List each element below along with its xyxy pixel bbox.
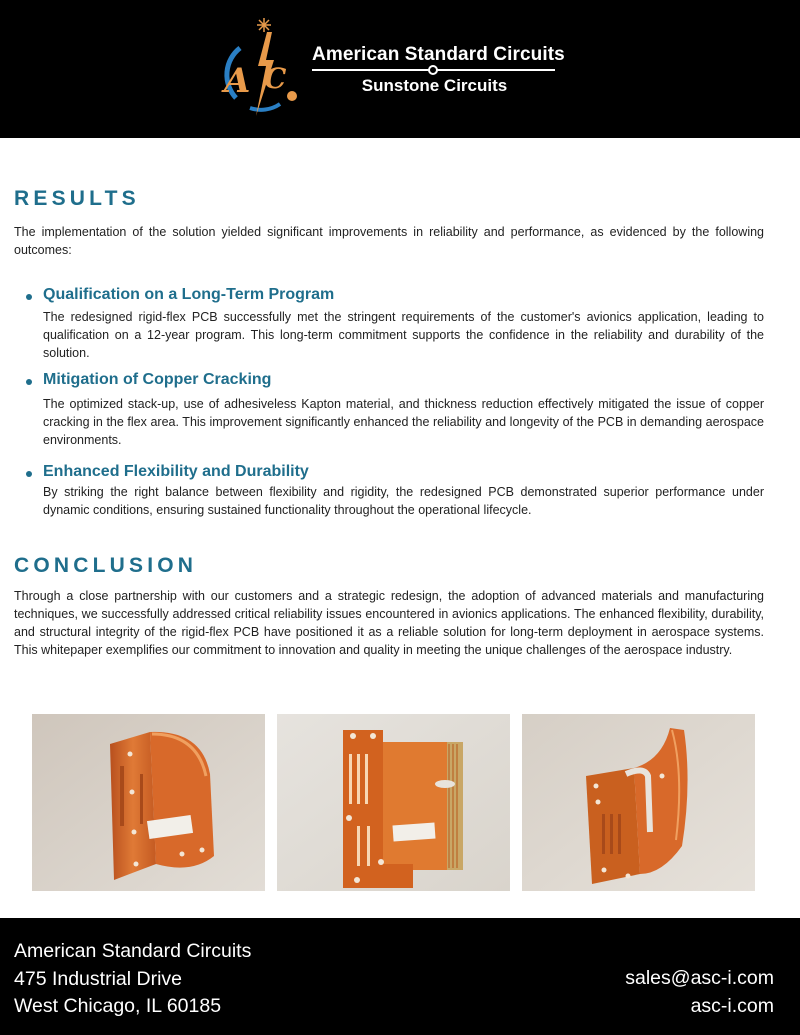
division-name: Sunstone Circuits — [361, 76, 508, 95]
result-item-text: The redesigned rigid-flex PCB successfully met the stringent requirements of the customer's avionics application, leading to qualification on a 12-year program. This long-term commitment supports the confidence in the reliability and durability of the solution. — [43, 310, 764, 360]
bullet-icon — [26, 379, 32, 385]
pcb-photo-flat — [277, 714, 510, 891]
result-item-title: Enhanced Flexibility and Durability — [43, 463, 309, 480]
pcb-photo-bent — [32, 714, 265, 891]
footer-company: American Standard Circuits — [14, 940, 252, 962]
results-intro: The implementation of the solution yielded significant improvements in reliability and performance, as evidenced by the following outcomes: — [14, 225, 764, 257]
footer-email-link[interactable]: sales@asc-i.com — [625, 967, 774, 989]
result-item-text: The optimized stack-up, use of adhesiveless Kapton material, and thickness reduction effectively mitigated the issue of copper cracking in the flex area. This improvement significantly enhanced the reliability and longevity of the PCB in demanding aerospace environments. — [43, 397, 764, 447]
conclusion-text: Through a close partnership with our customers and a strategic redesign, the adoption of advanced materials and manufacturing techniques, we successfully addressed critical reliability issues encountered in avionics applications. The enhanced flexibility, durability, and structural integrity of the rigid-flex PCB have positioned it as a reliable solution for long-term deployment in aerospace systems. This whitepaper exemplifies our commitment to innovation and quality in meeting the unique challenges of the aerospace industry. — [14, 589, 764, 657]
pcb-photo-folded — [522, 714, 755, 891]
svg-text:A: A — [224, 61, 251, 101]
bullet-icon — [26, 294, 32, 300]
conclusion-heading: CONCLUSION — [14, 554, 198, 577]
result-item-text: By striking the right balance between flexibility and rigidity, the redesigned PCB demonstrated superior performance under dynamic conditions, ensuring sustained functionality throughout the operational lifecycle. — [43, 485, 764, 517]
page-footer — [0, 918, 800, 1035]
asc-logo-icon — [220, 16, 300, 121]
company-name: American Standard Circuits — [312, 44, 565, 65]
company-logo — [220, 16, 565, 121]
page-header — [0, 0, 800, 138]
footer-city: West Chicago, IL 60185 — [14, 995, 222, 1017]
bullet-icon — [26, 471, 32, 477]
brand-divider-dot — [428, 65, 438, 75]
footer-website-link[interactable]: asc-i.com — [690, 995, 774, 1017]
svg-text:C: C — [264, 62, 287, 95]
result-item-title: Qualification on a Long-Term Program — [43, 286, 335, 303]
footer-street: 475 Industrial Drive — [14, 968, 182, 990]
results-heading: RESULTS — [14, 187, 140, 210]
result-item-title: Mitigation of Copper Cracking — [43, 371, 272, 388]
